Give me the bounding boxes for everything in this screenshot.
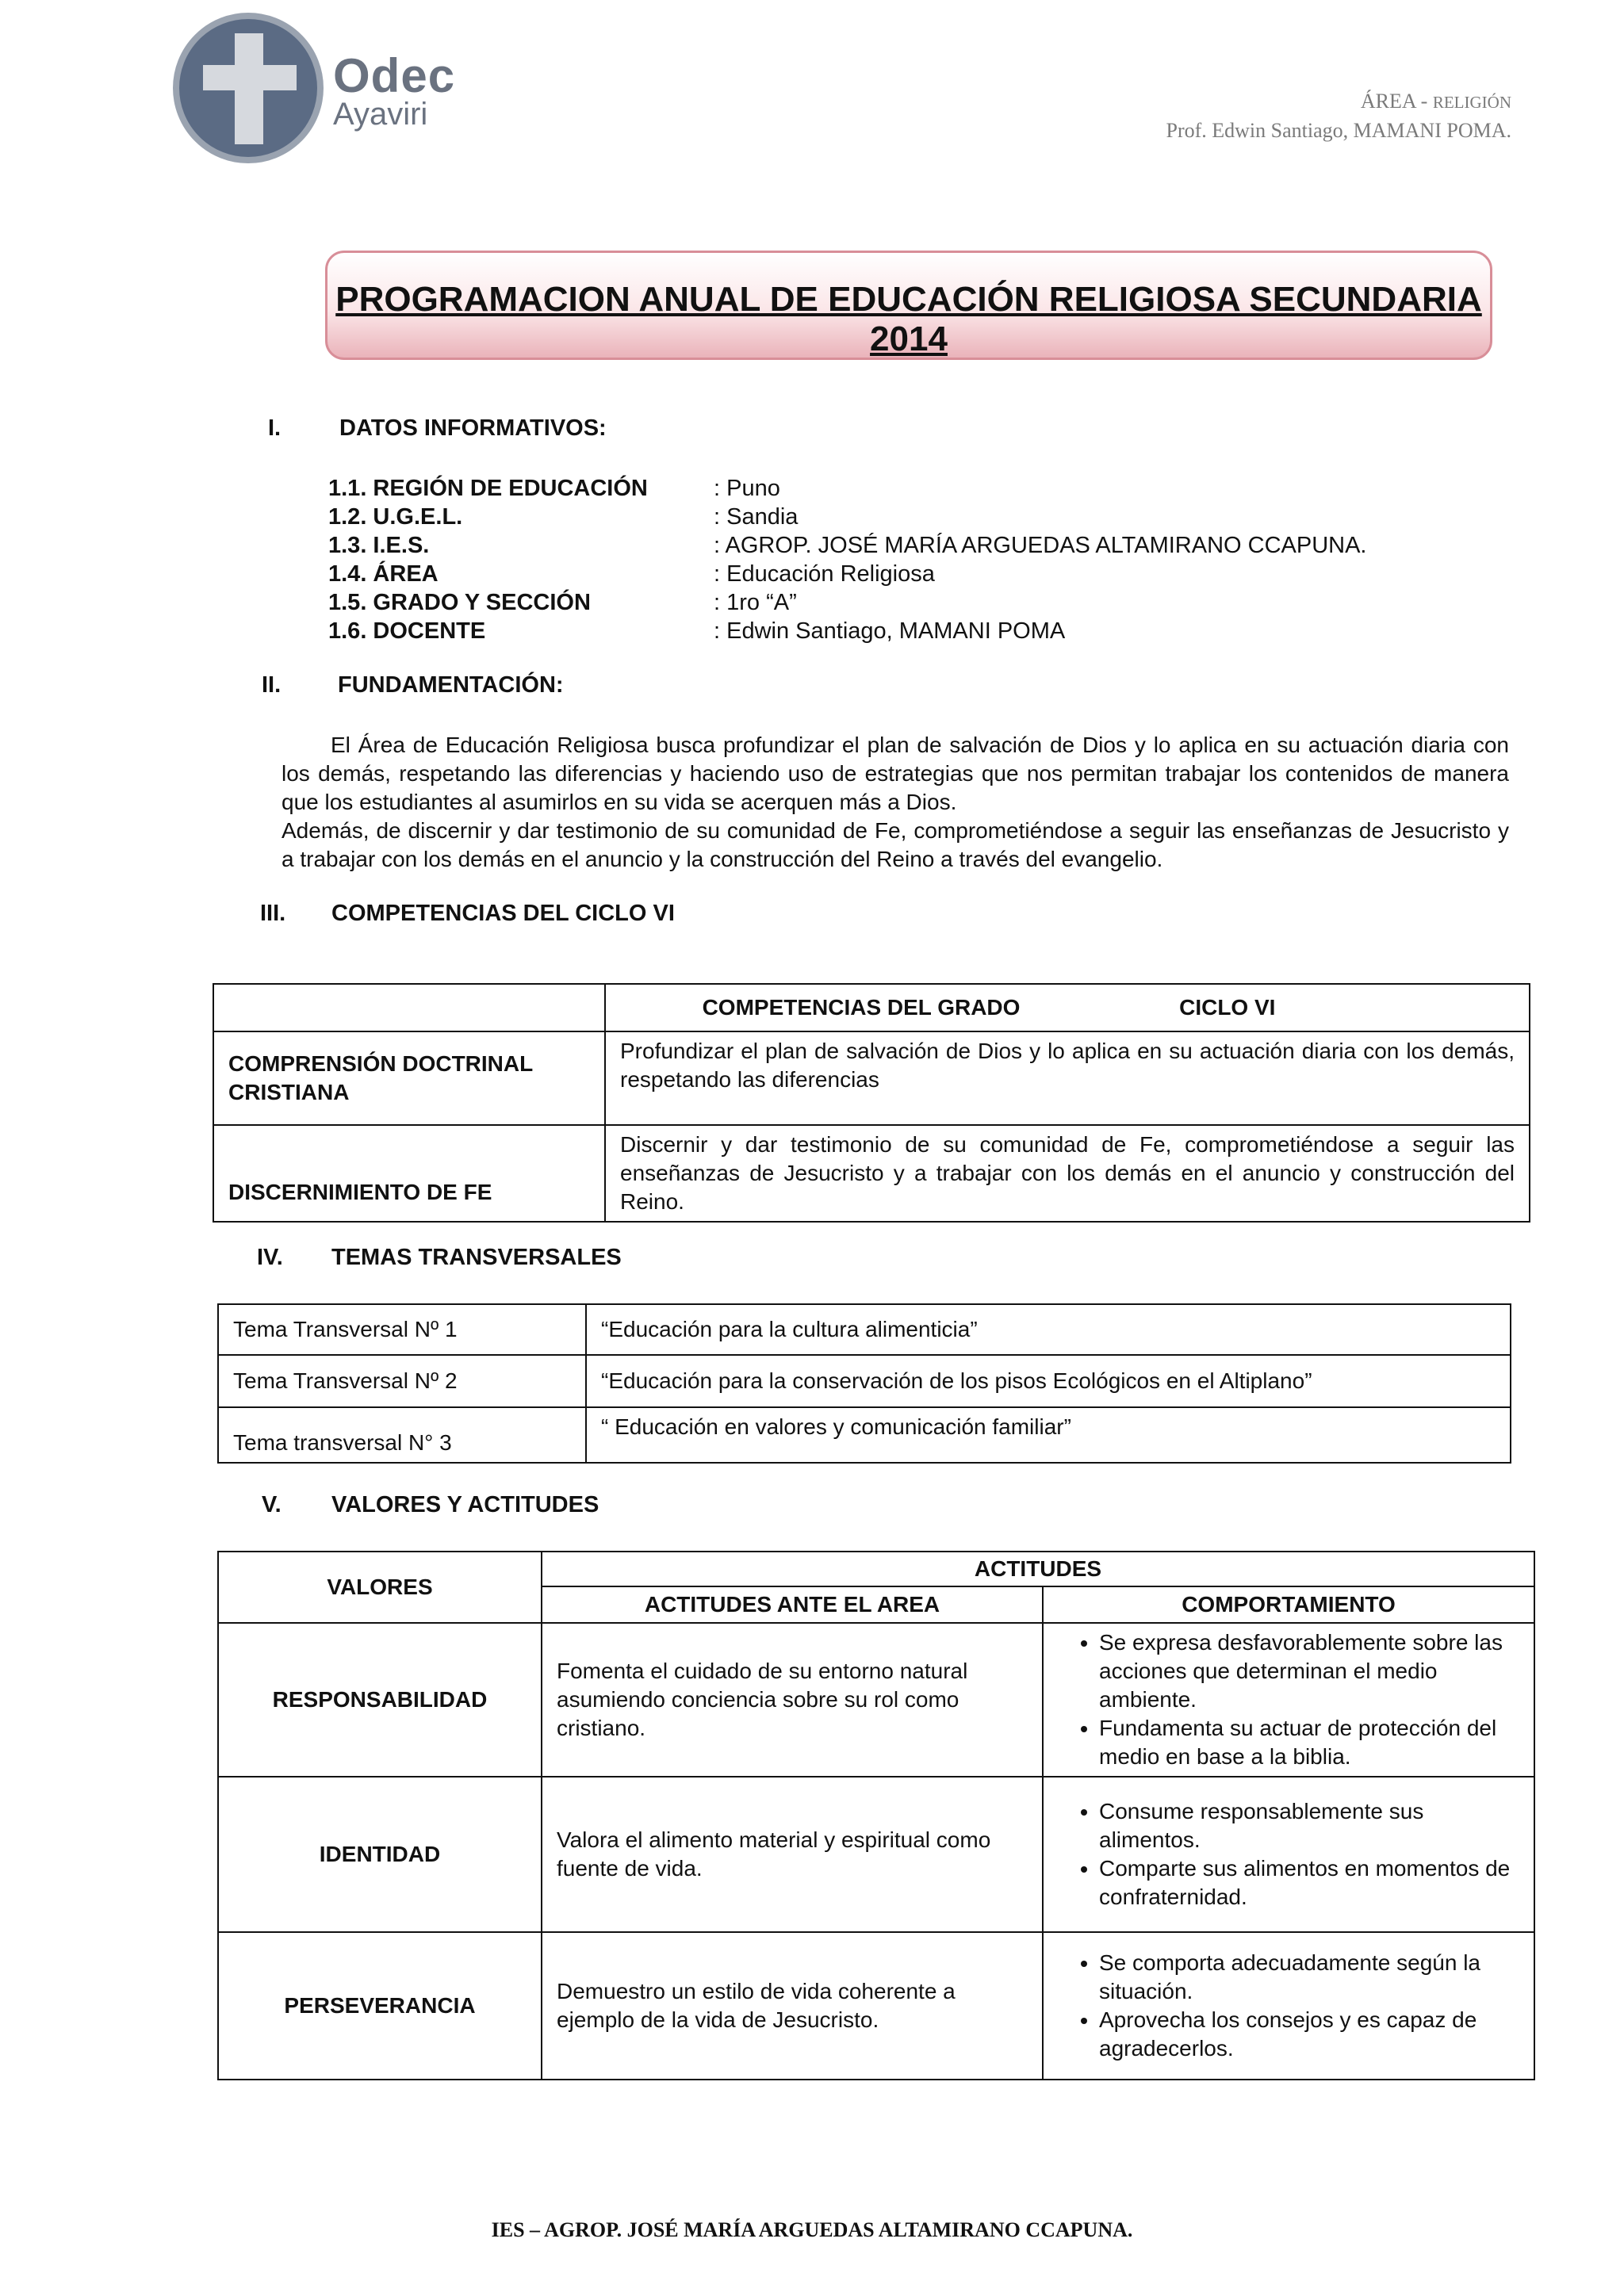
list-item: • Fundamenta su actuar de protección del medio en base a la biblia.: [1099, 1714, 1519, 1771]
datos-value: : Puno: [714, 476, 780, 501]
datos-key: 1.3. I.E.S.: [328, 533, 430, 558]
professor-name: Prof. Edwin Santiago, MAMANI POMA.: [1166, 119, 1511, 142]
datos-row: [328, 503, 1438, 531]
table-row: [213, 1031, 1530, 1125]
section-number: I.: [268, 415, 282, 441]
table-header-cell: [605, 984, 1530, 1031]
area-label: ÁREA -: [1360, 90, 1428, 113]
table-row: [218, 1552, 1534, 1586]
actitud-text: Demuestro un estilo de vida coherente a ejemplo de la vida de Jesucristo.: [542, 1932, 1043, 2080]
datos-key: 1.2. U.G.E.L.: [328, 504, 463, 530]
section-label: DATOS INFORMATIVOS:: [339, 415, 607, 441]
area-line: [1166, 87, 1512, 117]
datos-key: 1.6. DOCENTE: [328, 618, 486, 644]
datos-row: [328, 474, 1438, 503]
table-row: [213, 984, 1530, 1031]
comportamiento-list: [1058, 1949, 1519, 2063]
valor-name: IDENTIDAD: [218, 1777, 542, 1932]
table-row: [218, 1932, 1534, 2080]
comportamiento-cell: [1043, 1777, 1534, 1932]
page-footer: IES – AGROP. JOSÉ MARÍA ARGUEDAS ALTAMIRANO CCAPUNA.: [491, 2218, 1133, 2241]
area-value: RELIGIÓN: [1432, 93, 1511, 112]
fundamentacion-paragraph-1: El Área de Educación Religiosa busca profundizar el plan de salvación de Dios y lo aplica en su actuación diaria con los demás, respetando las diferencias y haciendo uso de estrategias que nos permitan trabajar los contenidos de manera que los estudiantes al asumirlos en su vida se acerquen más a Dios.: [282, 733, 1509, 814]
competencia-name: COMPRENSIÓN DOCTRINAL CRISTIANA: [213, 1031, 605, 1125]
competencias-table: [213, 983, 1530, 1223]
list-item: • Consume responsablemente sus alimentos.: [1099, 1797, 1519, 1854]
section-label: VALORES Y ACTITUDES: [331, 1492, 599, 1517]
competencia-text: Profundizar el plan de salvación de Dios y lo aplica en su actuación diaria con los demás, respetando las diferencias: [605, 1031, 1530, 1125]
comportamiento-header: COMPORTAMIENTO: [1043, 1586, 1534, 1623]
table-cell: [213, 984, 605, 1031]
list-item: • Aprovecha los consejos y es capaz de agradecerlos.: [1099, 2006, 1519, 2063]
table-row: [218, 1777, 1534, 1932]
datos-value: : Educación Religiosa: [714, 561, 935, 587]
cross-icon-bar: [203, 65, 297, 90]
table-row: [218, 1304, 1511, 1355]
actitudes-header: ACTITUDES: [542, 1552, 1534, 1586]
list-item: • Comparte sus alimentos en momentos de confraternidad.: [1099, 1854, 1519, 1911]
temas-table: [217, 1303, 1511, 1464]
datos-row: [328, 588, 1438, 617]
comportamiento-cell: [1043, 1932, 1534, 2080]
tema-value: “Educación para la conservación de los pisos Ecológicos en el Altiplano”: [586, 1355, 1511, 1407]
valor-name: PERSEVERANCIA: [218, 1932, 542, 2080]
table-row: [218, 1623, 1534, 1777]
list-item: • Se comporta adecuadamente según la situación.: [1099, 1949, 1519, 2006]
comportamiento-list: [1058, 1628, 1519, 1771]
tema-key: Tema Transversal Nº 1: [218, 1304, 586, 1355]
section-number: II.: [262, 672, 282, 698]
datos-value: : 1ro “A”: [714, 590, 797, 615]
list-item: • Se expresa desfavorablemente sobre las acciones que determinan el medio ambiente.: [1099, 1628, 1519, 1714]
brand-line2: Ayaviri: [333, 97, 428, 132]
comportamiento-list: [1058, 1797, 1519, 1911]
tema-key: Tema transversal N° 3: [218, 1407, 586, 1463]
table-row: [218, 1355, 1511, 1407]
actitudes-area-header: ACTITUDES ANTE EL AREA: [542, 1586, 1043, 1623]
page-title: PROGRAMACION ANUAL DE EDUCACIÓN RELIGIOSA SECUNDARIA 2014: [335, 280, 1482, 358]
datos-row: [328, 531, 1438, 560]
actitud-text: Valora el alimento material y espiritual como fuente de vida.: [542, 1777, 1043, 1932]
comportamiento-cell: [1043, 1623, 1534, 1777]
actitud-text: Fomenta el cuidado de su entorno natural asumiendo conciencia sobre su rol como cristiano.: [542, 1623, 1043, 1777]
fundamentacion-paragraph-2: Además, de discernir y dar testimonio de su comunidad de Fe, comprometiéndose a seguir las enseñanzas de Jesucristo y a trabajar con los demás en el anuncio y la construcción del Reino a través del evangelio.: [282, 818, 1509, 871]
competencia-name: DISCERNIMIENTO DE FE: [213, 1125, 605, 1222]
datos-list: [328, 474, 1438, 645]
section-label: FUNDAMENTACIÓN:: [338, 672, 564, 698]
datos-value: : Sandia: [714, 504, 799, 530]
odec-logo: [173, 13, 324, 163]
datos-key: 1.4. ÁREA: [328, 561, 439, 587]
datos-key: 1.5. GRADO Y SECCIÓN: [328, 590, 591, 615]
datos-key: 1.1. REGIÓN DE EDUCACIÓN: [328, 476, 648, 501]
datos-value: : Edwin Santiago, MAMANI POMA: [714, 618, 1066, 644]
brand-line1: Odec: [333, 49, 456, 102]
valor-name: RESPONSABILIDAD: [218, 1623, 542, 1777]
tema-value: “ Educación en valores y comunicación familiar”: [586, 1407, 1511, 1463]
section-label: TEMAS TRANSVERSALES: [331, 1245, 622, 1270]
table-row: [213, 1125, 1530, 1222]
competencia-text: Discernir y dar testimonio de su comunidad de Fe, comprometiéndose a seguir las enseñanzas de Jesucristo y a trabajar con los demás en el anuncio y construcción del Reino.: [605, 1125, 1530, 1222]
table-row: [218, 1407, 1511, 1463]
valores-header: VALORES: [218, 1552, 542, 1623]
section-label: COMPETENCIAS DEL CICLO VI: [331, 901, 675, 926]
section-number: III.: [260, 901, 286, 926]
datos-row: [328, 617, 1438, 645]
header-info: [1166, 87, 1512, 145]
tema-key: Tema Transversal Nº 2: [218, 1355, 586, 1407]
datos-row: [328, 560, 1438, 588]
tema-value: “Educación para la cultura alimenticia”: [586, 1304, 1511, 1355]
section-number: V.: [262, 1492, 282, 1517]
section-number: IV.: [257, 1245, 283, 1270]
brand-text: [333, 49, 456, 132]
valores-table: [217, 1551, 1535, 2080]
title-box: [325, 251, 1492, 360]
competencias-header-right: CICLO VI: [1179, 995, 1276, 1020]
competencias-header-left: COMPETENCIAS DEL GRADO: [702, 995, 1021, 1020]
datos-value: : AGROP. JOSÉ MARÍA ARGUEDAS ALTAMIRANO CCAPUNA.: [714, 533, 1367, 558]
